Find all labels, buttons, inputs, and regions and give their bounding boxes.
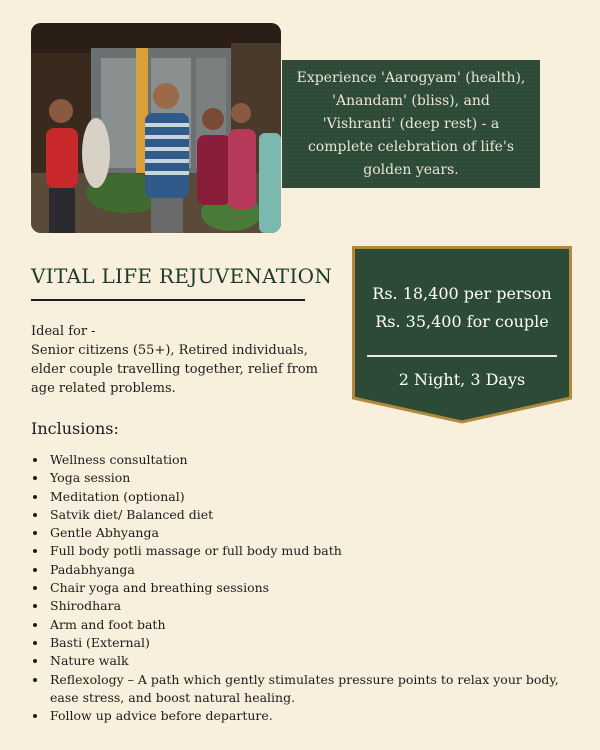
inclusions-title: Inclusions: bbox=[31, 419, 119, 438]
list-item: • Meditation (optional) bbox=[48, 488, 568, 506]
list-item: • Follow up advice before departure. bbox=[48, 707, 568, 725]
price-per-person: Rs. 18,400 per person bbox=[372, 284, 552, 303]
price-divider bbox=[367, 355, 557, 357]
package-duration: 2 Night, 3 Days bbox=[398, 370, 526, 389]
tagline-box bbox=[282, 60, 540, 188]
list-item: • Gentle Abhyanga bbox=[48, 524, 568, 542]
list-item: • Satvik diet/ Balanced diet bbox=[48, 506, 568, 524]
hero-photo bbox=[31, 23, 281, 233]
title-divider bbox=[31, 299, 305, 301]
list-item: • Wellness consultation bbox=[48, 451, 568, 469]
hero-photo-illustration bbox=[31, 23, 281, 233]
price-badge bbox=[352, 246, 572, 426]
list-item: • Nature walk bbox=[48, 652, 568, 670]
list-item: • Basti (External) bbox=[48, 634, 568, 652]
ideal-for-label: Ideal for - bbox=[31, 324, 96, 339]
list-item: • Full body potli massage or full body mud bath bbox=[48, 542, 568, 560]
price-couple: Rs. 35,400 for couple bbox=[375, 312, 549, 331]
list-item: • Chair yoga and breathing sessions bbox=[48, 579, 568, 597]
list-item: • Reflexology – A path which gently stimulates pressure points to relax your body, ease stress, and boost natural healing. bbox=[48, 671, 568, 708]
tagline-text: Experience 'Aarogyam' (health), 'Anandam' (bliss), and 'Vishranti' (deep rest) - a complete celebration of life's golden years. bbox=[296, 69, 526, 178]
price-badge-shape bbox=[352, 246, 572, 426]
ideal-for-text: Senior citizens (55+), Retired individuals, elder couple travelling together, relief from age related problems. bbox=[31, 343, 318, 396]
package-title: VITAL LIFE REJUVENATION bbox=[31, 264, 333, 288]
list-item: • Arm and foot bath bbox=[48, 616, 568, 634]
list-item: • Shirodhara bbox=[48, 597, 568, 615]
inclusions-list bbox=[31, 451, 568, 725]
ideal-for-section bbox=[31, 322, 331, 398]
list-item: • Yoga session bbox=[48, 469, 568, 487]
list-item: • Padabhyanga bbox=[48, 561, 568, 579]
